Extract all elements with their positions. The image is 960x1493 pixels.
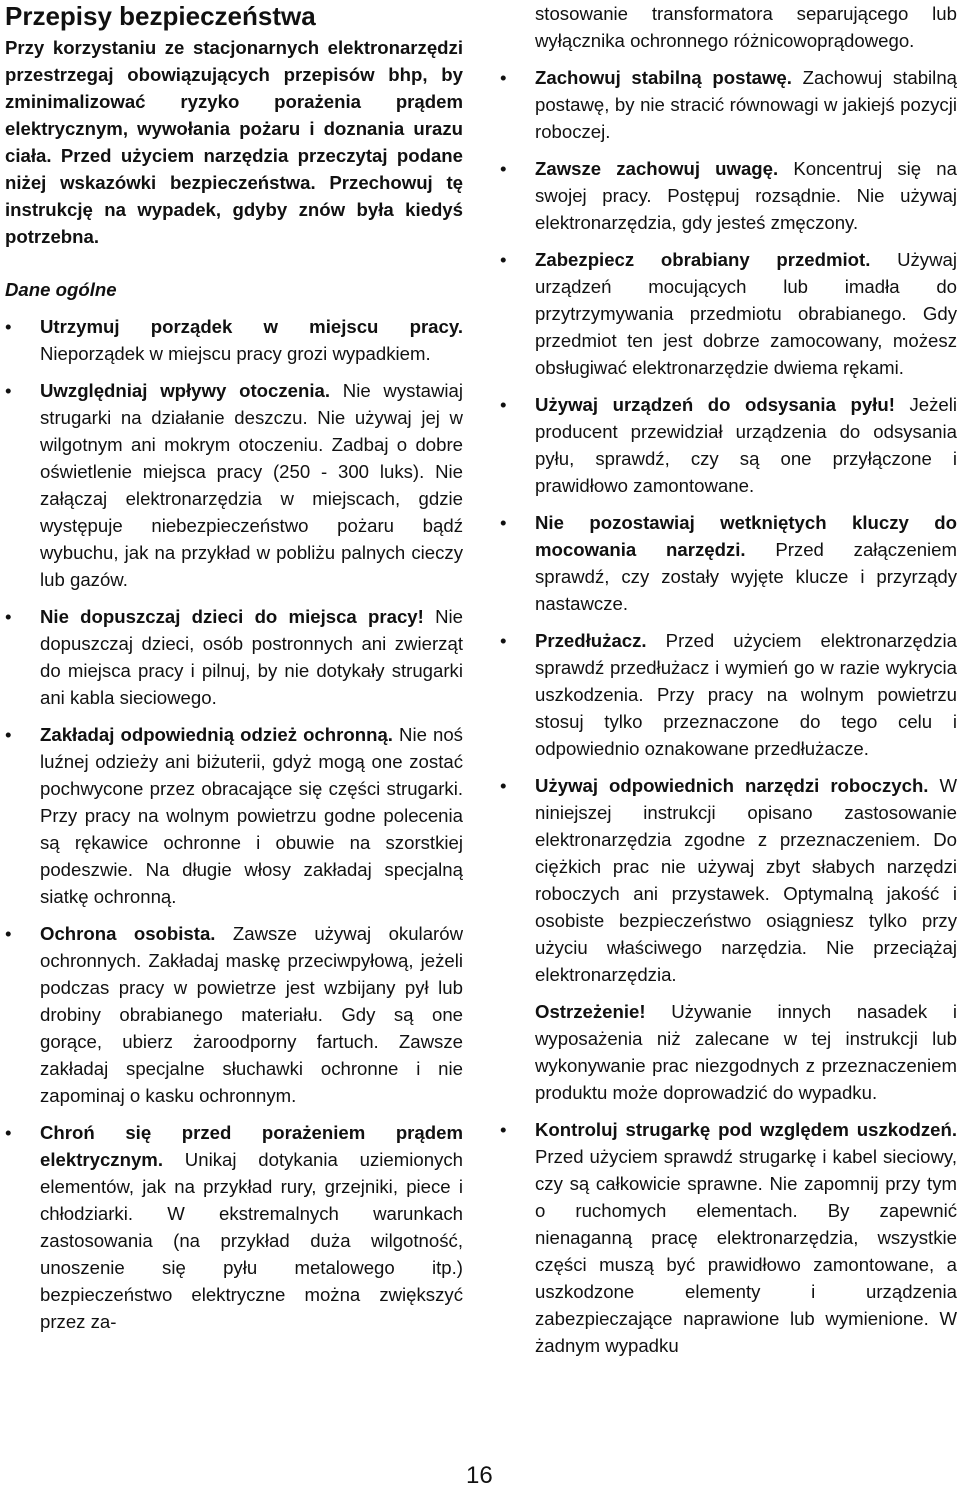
rule-item (5, 603, 463, 711)
rule-text: Koncentruj się na swojej pracy. Postępuj rozsądnie. Nie używaj elektronarzędzia, gdy jesteś zmęczony. (535, 158, 957, 233)
rule-item (5, 377, 463, 593)
rule-text: Przed użyciem sprawdź strugarkę i kabel sieciowy, czy są całkowicie sprawne. Nie zapomnij przy tym o ruchomych elementach. By zapewnić nienaganną pracę elektronarzędzia, wszystkie części muszą być prawidłowo zamontowane, a uszkodzone elementy i urządzenia zabezpieczające naprawione lub wymienione. W żadnym wypadku (535, 1146, 957, 1356)
rule-heading: Nie dopuszczaj dzieci do miejsca pracy! (40, 606, 424, 627)
rule-heading: Uwzględniaj wpływy otoczenia. (40, 380, 331, 401)
rule-heading: Chroń się przed porażeniem prądem elektrycznym. (40, 1122, 463, 1170)
bullet-icon: • (5, 1122, 12, 1143)
rule-heading: Zabezpiecz obrabiany przedmiot. (535, 249, 871, 270)
rule-item (5, 313, 463, 367)
rule-heading: Używaj urządzeń do odsysania pyłu! (535, 394, 895, 415)
rule-item (500, 64, 957, 145)
rule-text: Przed użyciem elektronarzędzia sprawdź przedłużacz i wymień go w razie wykrycia uszkodzenia. Przy pracy na wolnym powietrzu stosuj tylko przeznaczone do tego celu i odpowiednio oznakowane przedłużacze. (535, 630, 957, 759)
rule-item (5, 1119, 463, 1335)
rule-text: Nie dopuszczaj dzieci, osób postronnych ani zwierząt do miejsca pracy i pilnuj, by nie dotykały strugarki ani kabla sieciowego. (40, 606, 463, 708)
right-column (500, 0, 957, 1369)
right-rules-list (500, 64, 957, 988)
bullet-icon: • (500, 158, 507, 179)
left-rules-list (5, 313, 463, 1335)
rule-item (5, 721, 463, 910)
bullet-icon: • (5, 316, 12, 337)
bullet-icon: • (500, 512, 507, 533)
bullet-icon: • (5, 380, 12, 401)
rule-heading: Zawsze zachowuj uwagę. (535, 158, 779, 179)
bullet-icon: • (500, 630, 507, 651)
rule-text: Przed załączeniem sprawdź, czy zostały wyjęte klucze i przyrządy nastawcze. (535, 539, 957, 614)
bullet-icon: • (500, 775, 507, 796)
rule-text: Zachowuj stabilną postawę, by nie stracić równowagi w jakiejś pozycji roboczej. (535, 67, 957, 142)
rule-text: Nie wystawiaj strugarki na działanie deszczu. Nie używaj jej w wilgotnym ani mokrym otoczeniu. Zadbaj o dobre oświetlenie miejsca pracy (250 - 300 luks). Nie załączaj elektronarzędzia w miejscach, gdzie występuje niebezpieczeństwo pożaru bądź wybuchu, jak na przykład w pobliżu palnych cieczy lub gazów. (40, 380, 463, 590)
page-title: Przepisy bezpieczeństwa (5, 1, 316, 31)
rule-heading: Nie pozostawiaj wetkniętych kluczy do mocowania narzędzi. (535, 512, 957, 560)
rule-item (5, 920, 463, 1109)
bullet-icon: • (500, 67, 507, 88)
left-column (5, 0, 463, 1345)
rule-heading: Ochrona osobista. (40, 923, 216, 944)
rule-heading: Kontroluj strugarkę pod względem uszkodzeń. (535, 1119, 957, 1140)
warning-text: Używanie innych nasadek i wyposażenia niż zalecane w tej instrukcji lub wykonywanie prac niezgodnych z przeznaczeniem produktu może doprowadzić do wypadku. (535, 1001, 957, 1103)
rule-item (500, 1116, 957, 1359)
bullet-icon: • (5, 724, 12, 745)
rule-text: Unikaj dotykania uziemionych elementów, jak na przykład rury, grzejniki, piece i chłodziarki. W ekstremalnych warunkach zastosowania (na przykład duża wilgotność, unoszenie się pyłu metalowego itp.) bezpieczeństwo elektryczne można zwiększyć przez za- (40, 1149, 463, 1332)
bullet-icon: • (5, 606, 12, 627)
right-rules-list-after (500, 1116, 957, 1359)
rule-text: Nie noś luźnej odzieży ani biżuterii, gdyż mogą one zostać pochwycone przez obracające się części strugarki. Przy pracy na wolnym powietrzu godne polecenia są rękawice ochronne i obuwie na szorstkiej podeszwie. Na długie włosy zakładaj specjalną siatkę ochronną. (40, 724, 463, 907)
bullet-icon: • (500, 249, 507, 270)
rule-heading: Utrzymuj porządek w miejscu pracy. (40, 316, 463, 337)
page-number: 16 (466, 1462, 493, 1489)
rule-item (500, 246, 957, 381)
bullet-icon: • (500, 1119, 507, 1140)
section-heading: Dane ogólne (5, 279, 117, 300)
rule-text: Jeżeli producent przewidział urządzenia do odsysania pyłu, sprawdź, czy są one przyłączone i prawidłowo zamontowane. (535, 394, 957, 496)
rule-heading: Przedłużacz. (535, 630, 647, 651)
bullet-icon: • (5, 923, 12, 944)
rule-text: W niniejszej instrukcji opisano zastosowanie elektronarzędzia zgodne z przeznaczeniem. Do ciężkich prac nie używaj zbyt słabych narzędzi roboczych ani przystawek. Optymalną jakość i osobiste bezpieczeństwo osiągniesz tylko przy użyciu właściwego narzędzia. Nie przeciążaj elektronarzędzia. (535, 775, 958, 985)
rule-heading: Zachowuj stabilną postawę. (535, 67, 792, 88)
rule-item (500, 391, 957, 499)
rule-text: Używaj urządzeń mocujących lub imadła do przytrzymywania przedmiotu obrabianego. Gdy przedmiot ten jest dobrze zamocowany, możesz obsługiwać elektronarzędzie dwiema rękami. (535, 249, 957, 378)
rule-text: Nieporządek w miejscu pracy grozi wypadkiem. (40, 343, 431, 364)
rule-heading: Używaj odpowiednich narzędzi roboczych. (535, 775, 929, 796)
rule-heading: Zakładaj odpowiednią odzież ochronną. (40, 724, 393, 745)
rule-item (500, 772, 957, 988)
bullet-icon: • (500, 394, 507, 415)
rule-item (500, 627, 957, 762)
rule-text: Zawsze używaj okularów ochronnych. Zakładaj maskę przeciwpyłową, jeżeli podczas pracy w powietrze jest wzbijany pył lub drobiny obrabianego materiału. Gdy są one gorące, ubierz żaroodporny fartuch. Zawsze zakładaj specjalne słuchawki ochronne i nie zapominaj o kasku ochronnym. (40, 923, 463, 1106)
continued-text: stosowanie transformatora separującego lub wyłącznika ochronnego różnicowoprądowego. (535, 3, 957, 51)
warning-heading: Ostrzeżenie! (535, 1001, 646, 1022)
rule-item (500, 155, 957, 236)
rule-item (500, 509, 957, 617)
warning-note (500, 998, 957, 1106)
intro-paragraph: Przy korzystaniu ze stacjonarnych elektronarzędzi przestrzegaj obowiązujących przepisów bhp, by zminimalizować ryzyko porażenia prądem elektrycznym, wywołania pożaru i doznania urazu ciała. Przed użyciem narzędzia przeczytaj podane niżej wskazówki bezpieczeństwa. Przechowuj tę instrukcję na wypadek, gdyby znów była kiedyś potrzebna. (5, 37, 463, 247)
